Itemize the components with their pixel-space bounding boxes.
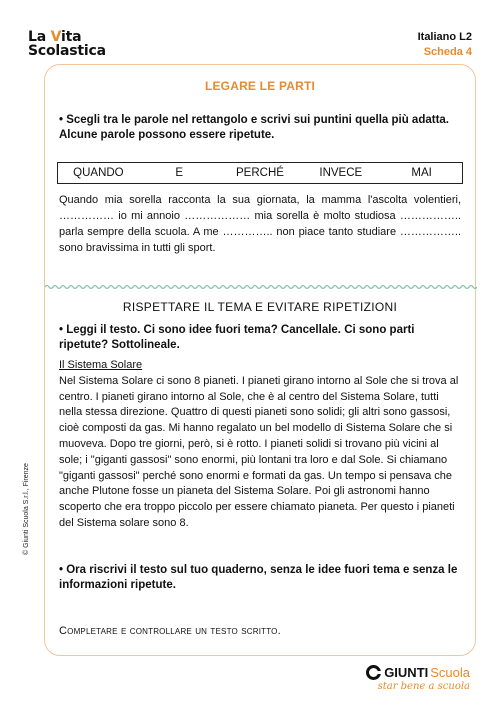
section1-instruction: • Scegli tra le parole nel rettangolo e scrivi sui puntini quella più adatta. Alcune parole possono essere ripetute. (59, 114, 450, 141)
section2-instruction: • Leggi il testo. Ci sono idee fuori tema? Cancellale. Ci sono parti ripetute? Sottolineale. (59, 324, 415, 351)
word-box (57, 162, 463, 184)
reading-text-title: Il Sistema Solare (59, 359, 143, 371)
logo-text-v: V (50, 29, 62, 45)
logo-text-b: ita (61, 29, 82, 45)
brand-scuola: Scuola (430, 665, 470, 680)
fill-in-exercise: Quando mia sorella racconta la sua giornata, la mamma l'ascolta volentieri, …………… io mi annoio ……………… mia sorella è molto studiosa …………….. parla sempre della scuola. A me ………….. non piace tanto studiare …………….. sono bravissima in tutti gli sport. (59, 194, 461, 254)
header-info (418, 30, 472, 60)
logo-text-a: La (28, 29, 51, 45)
logo-text-line2: Scolastica (28, 43, 106, 59)
word-3: INVECE (319, 167, 363, 179)
word-0: QUANDO (73, 167, 124, 179)
worksheet-card (44, 64, 476, 656)
learning-goal: Completare e controllare un testo scritto. (59, 625, 281, 637)
brand-tagline: star bene a scuola (377, 681, 470, 692)
subject-label: Italiano L2 (417, 31, 472, 43)
section1-title: LEGARE LE PARTI (204, 79, 316, 93)
publisher-brand (366, 665, 470, 692)
reading-text-body: Nel Sistema Solare ci sono 8 pianeti. I pianeti girano intorno al Sole che si trova al centro. I pianeti girano intorno al Sole, che è al centro del Sistema Solare, tutti nella stessa direzione. Quattro di questi pianeti sono solidi; gli altri sono gassosi, cioè composti da gas. Mi hanno regalato un bel modello di Sistema Solare che si muoveva. Dopo tre giorni, però, si è rotto. I pianeti solidi si trovano più vicini al sole; i "giganti gassosi" sono enormi, più lontani tra loro e dal Sole. Si chiamano "giganti gassosi" perché sono enormi e formati da gas. Un tempo si pensava che anche Plutone fosse un pianeta del Sistema Solare. Poi gli astronomi hanno scoperto che era troppo piccolo per essere chiamato pianeta. Per questo i pianeti del Sistema solare sono 8. (59, 374, 459, 529)
word-1: E (175, 167, 184, 179)
word-2: PERCHÉ (236, 167, 284, 179)
word-4: MAI (411, 167, 432, 179)
section2-instruction2: • Ora riscrivi il testo sul tuo quaderno, senza le idee fuori tema e senza le informazioni ripetute. (59, 564, 458, 591)
brand-giunti: GIUNTI (384, 665, 429, 680)
giunti-logo-icon (366, 665, 381, 680)
wave-divider (45, 282, 477, 292)
sheet-number: Scheda 4 (423, 46, 472, 58)
section2-title: RISPETTARE IL TEMA E EVITARE RIPETIZIONI (122, 300, 398, 314)
logo (28, 30, 106, 58)
copyright-note: © Giunti Scuola S.r.l., Firenze (23, 463, 30, 555)
reading-text (59, 358, 461, 532)
